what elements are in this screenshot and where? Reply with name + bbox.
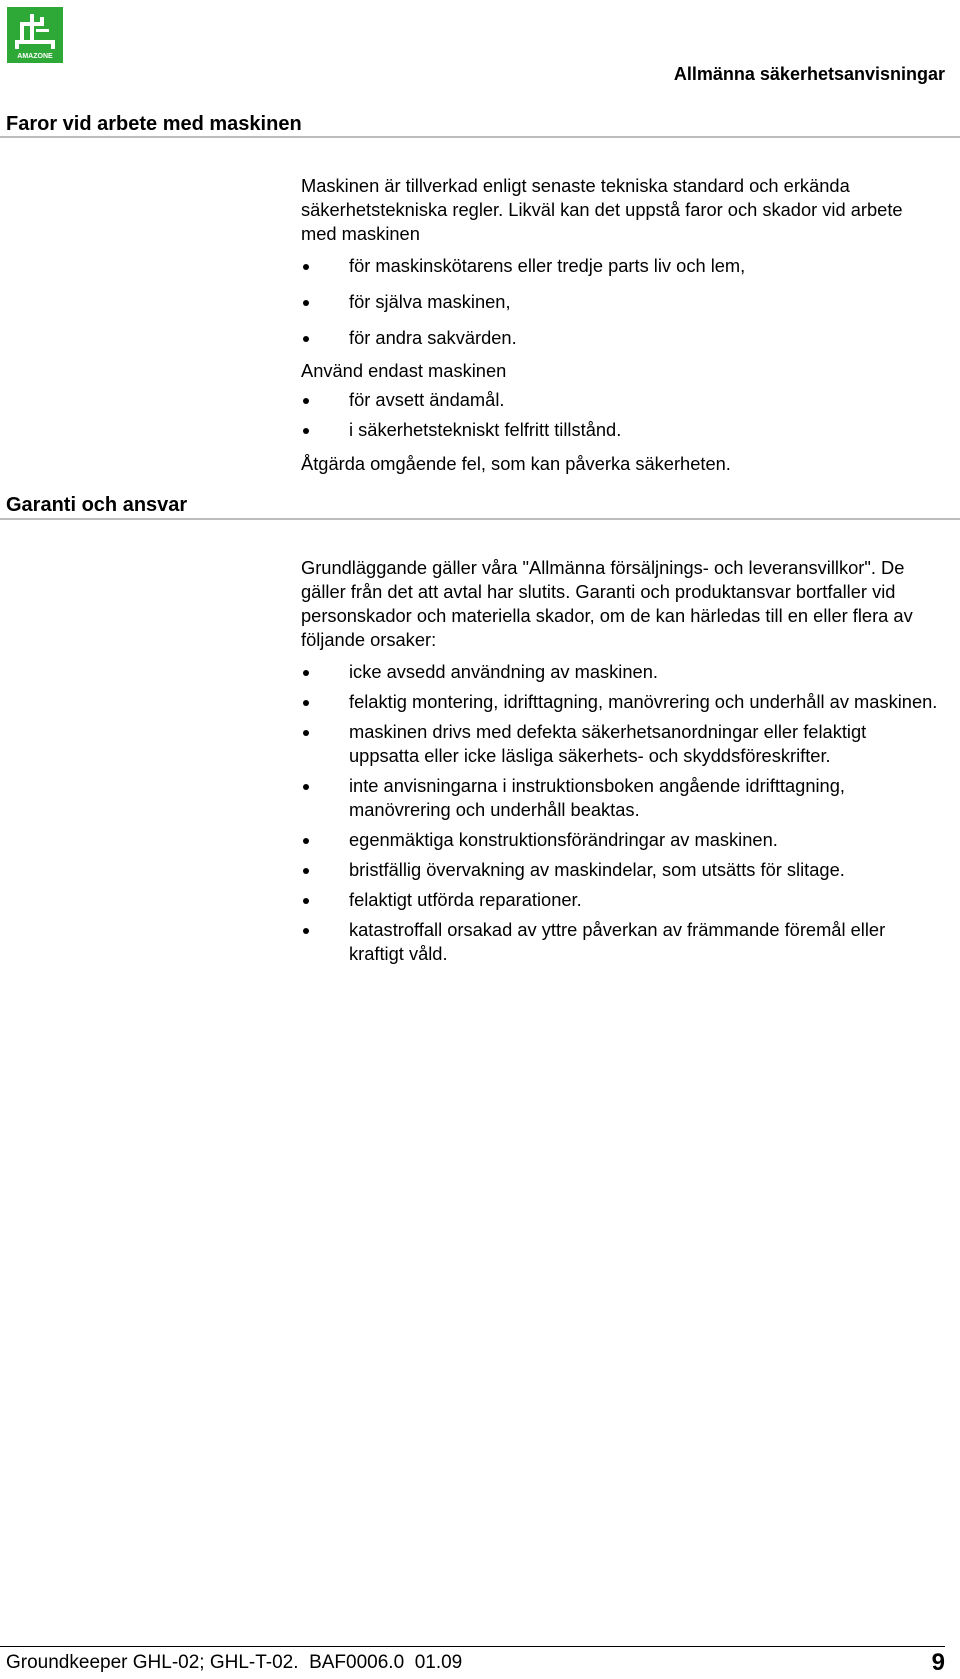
amazone-logo [7,7,63,63]
section-divider [0,136,960,138]
footer-divider [0,1646,945,1647]
footer-document-id: Groundkeeper GHL-02; GHL-T-02. BAF0006.0 01.09 [6,1652,463,1673]
use-intro: Använd endast maskinen [301,360,507,381]
list-item: bristfällig övervakning av maskindelar, som utsätts för slitage. [301,858,941,882]
page-number: 9 [931,1649,945,1676]
warranty-cause-list [301,660,941,966]
section-warranty-body [301,556,941,966]
bullet-icon [303,928,309,934]
bullet-icon [303,784,309,790]
bullet-icon [303,398,309,404]
list-item: för själva maskinen, [301,290,941,314]
bullet-icon [303,838,309,844]
list-item: maskinen drivs med defekta säkerhetsanordningar eller felaktigt uppsatta eller icke läsliga säkerhets- och skyddsföreskrifter. [301,720,941,768]
bullet-icon [303,336,309,342]
bullet-icon [303,264,309,270]
bullet-icon [303,300,309,306]
list-item: för andra sakvärden. [301,326,941,350]
bullet-icon [303,700,309,706]
section-hazards-body [301,174,941,476]
list-item: i säkerhetstekniskt felfritt tillstånd. [301,418,941,442]
risk-list [301,254,941,350]
hazards-closing: Åtgärda omgående fel, som kan påverka säkerheten. [301,453,731,474]
list-item: för avsett ändamål. [301,388,941,412]
bullet-icon [303,898,309,904]
bullet-icon [303,868,309,874]
section-title-hazards: Faror vid arbete med maskinen [6,113,302,135]
list-item: icke avsedd användning av maskinen. [301,660,941,684]
warranty-intro: Grundläggande gäller våra "Allmänna försäljnings- och leveransvillkor". De gäller från det att avtal har slutits. Garanti och produktansvar bortfaller vid personskador och materiella skador, om de kan härledas till en eller flera av följande orsaker: [301,557,913,650]
hazards-intro: Maskinen är tillverkad enligt senaste tekniska standard och erkända säkerhetstekniska regler. Likväl kan det uppstå faror och skador vid arbete med maskinen [301,175,903,244]
list-item: felaktigt utförda reparationer. [301,888,941,912]
list-item: för maskinskötarens eller tredje parts liv och lem, [301,254,941,278]
section-title-warranty: Garanti och ansvar [6,494,188,516]
list-item: felaktig montering, idrifttagning, manövrering och underhåll av maskinen. [301,690,941,714]
list-item: katastroffall orsakad av yttre påverkan av främmande föremål eller kraftigt våld. [301,918,941,966]
page-header-title: Allmänna säkerhetsanvisningar [673,64,945,84]
logo-wordmark: AMAZONE [17,53,53,60]
bullet-icon [303,670,309,676]
list-item: egenmäktiga konstruktionsförändringar av maskinen. [301,828,941,852]
section-divider [0,518,960,520]
list-item: inte anvisningarna i instruktionsboken angående idrifttagning, manövrering och underhåll beaktas. [301,774,941,822]
bullet-icon [303,428,309,434]
bullet-icon [303,730,309,736]
use-list [301,388,941,442]
